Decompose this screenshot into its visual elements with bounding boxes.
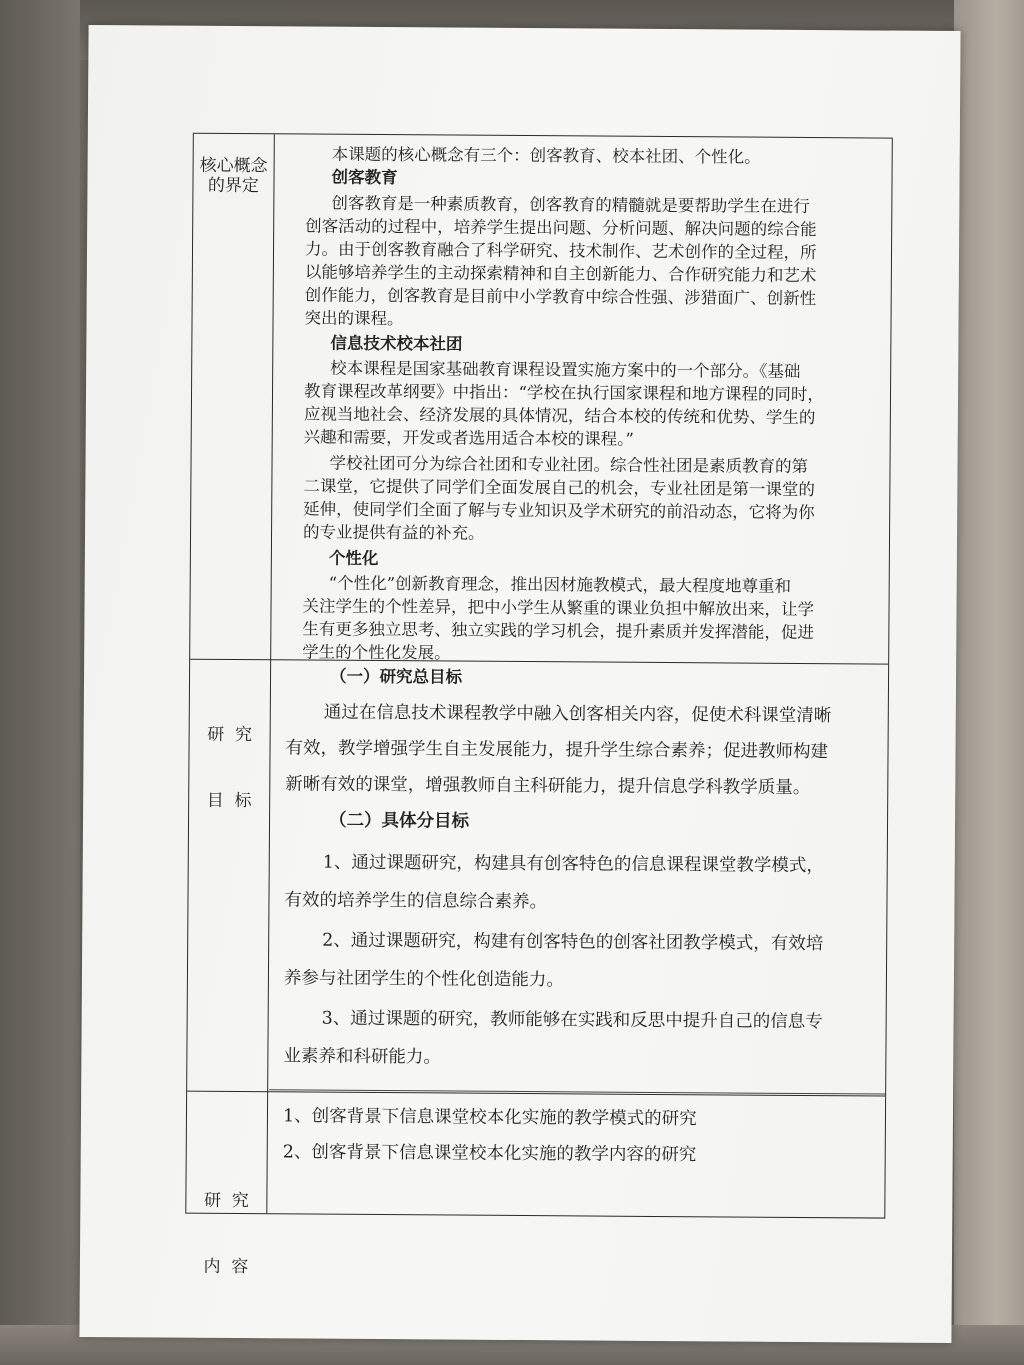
goals-item2-line2: 养参与社团学生的个性化创造能力。 [283,968,565,991]
row-label-concept-line1: 核心概念 [199,155,268,177]
goals-heading-specific: （二）具体分目标 [328,810,470,832]
concept-para1-line3: 力。由于创客教育融合了科学研究、技术制作、艺术创作的全过程，所 [304,239,817,263]
concept-para1-line6: 突出的课程。 [304,308,404,329]
concept-para2-line3: 应视当地社会、经济发展的具体情况，结合本校的传统和优势、学生的 [303,404,816,428]
concept-para4-line2: 关注学生的个性差异，把中小学生从繁重的课业负担中解放出来，让学 [302,596,815,620]
concept-para1-line2: 创客活动的过程中，培养学生提出问题、分析问题、解决问题的综合能 [305,216,817,240]
concept-para1-line1: 创客教育是一种素质教育，创客教育的精髓就是要帮助学生在进行 [331,193,810,217]
concept-intro: 本课题的核心概念有三个：创客教育、校本社团、个性化。 [331,144,761,167]
concept-heading-maker-education: 创客教育 [331,167,398,188]
goals-item1-line2: 有效的培养学生的信息综合素养。 [284,890,548,913]
row-label-goals [189,680,270,857]
concept-para1-line4: 以能够培养学生的主动探索精神和自主创新能力、合作研究能力和艺术 [304,262,817,286]
desk-background-right [954,0,1024,1365]
concept-heading-personalization: 个性化 [328,548,379,569]
goals-para-line1: 通过在信息技术课程教学中融入创客相关内容，促使术科课堂清晰 [323,702,832,727]
concept-para3-line3: 延伸，使同学们全面了解与专业知识及学术研究的前沿动态，它将为你 [303,499,815,523]
research-form-table [185,133,893,1278]
goals-item2-line1: 2、通过课题研究，构建有创客特色的创客社团教学模式，有效培 [322,930,824,955]
row-label-concept-line2: 的界定 [207,175,260,197]
row-label-goals-line2: 目 标 [206,790,252,812]
goals-item3-line2: 业素养和科研能力。 [283,1046,441,1068]
label-column-divider [266,134,275,1213]
goals-para-line2: 有效，教学增强学生自主发展能力，提升学生综合素养；促进教师构建 [285,738,829,763]
concept-para2-line2: 教育课程改革纲要》中指出：“学校在执行国家课程和地方课程的同时， [303,381,825,405]
concept-heading-school-club: 信息技术校本社团 [330,333,463,354]
concept-para3-line1: 学校社团可分为综合社团和专业社团。综合性社团是素质教育的第 [329,453,809,477]
concept-para3-line2: 二课堂，它提供了同学们全面发展自己的机会，专业社团是第一课堂的 [303,476,815,500]
goals-item1-line1: 1、通过课题研究，构建具有创客特色的信息课程课堂教学模式， [322,852,824,877]
concept-para4-line1: “个性化”创新教育理念，推出因材施教模式，最大程度地尊重和 [328,573,792,596]
goals-item3-line1: 3、通过课题的研究，教师能够在实践和反思中提升自己的信息专 [321,1008,823,1033]
row-label-content-line2: 内 容 [203,1256,249,1278]
row-label-content [186,1146,267,1323]
goals-para-line3: 新晰有效的课堂，增强教师自主科研能力，提升信息学科教学质量。 [285,774,811,799]
concept-para1-line5: 创作能力，创客教育是目前中小学教育中综合性强、涉猎面广、创新性 [304,285,817,309]
concept-para2-line1: 校本课程是国家基础教育课程设置实施方案中的一个部分。《基础 [330,358,801,381]
concept-para2-line4: 兴趣和需要，开发或者选用适合本校的课程。” [303,427,634,449]
row-label-content-line1: 研 究 [203,1190,249,1212]
content-item-2: 2、创客背景下信息课堂校本化实施的教学内容的研究 [282,1142,697,1166]
paper-sheet [79,25,960,1343]
concept-para4-line4: 学生的个性化发展。 [302,642,451,663]
concept-para4-line3: 生有更多独立思考、独立实践的学习机会，提升素质并发挥潜能，促进 [302,619,814,643]
row-divider-concept-goals [190,659,888,665]
desk-background-left [0,0,80,1365]
row-label-goals-line1: 研 究 [207,724,253,746]
content-item-1: 1、创客背景下信息课堂校本化实施的教学模式的研究 [282,1106,697,1130]
concept-para3-line4: 的专业提供有益的补充。 [302,522,485,543]
goals-heading-overall: （一）研究总目标 [329,666,463,687]
row-label-concept [193,156,273,197]
